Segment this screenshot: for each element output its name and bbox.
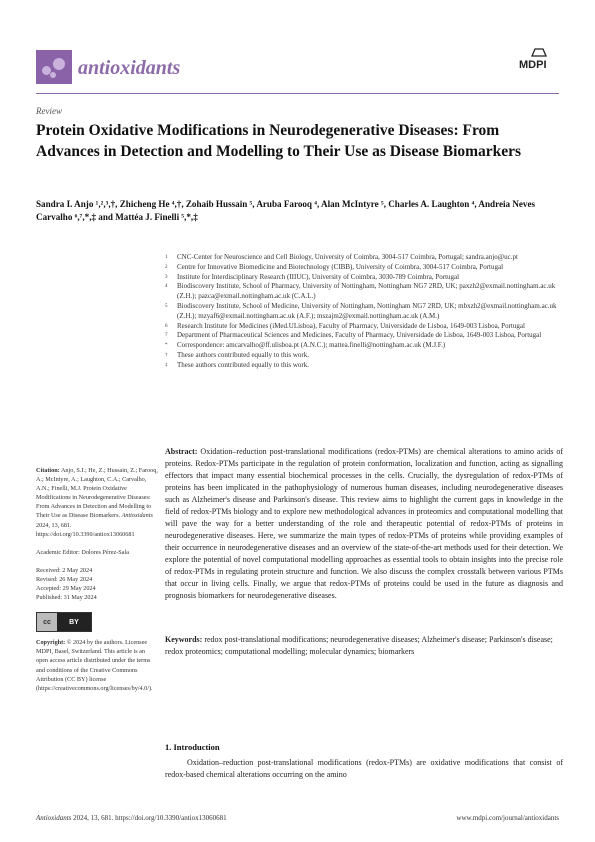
footer-citation (36, 814, 227, 822)
affiliation-text: Centre for Innovative Biomedicine and Biotechnology (CIBB), University of Coimbra, 3004-517 Coimbra, Portugal (177, 262, 504, 271)
abstract-text: Oxidation–reduction post-translational modifications (redox-PTMs) are chemical alterations to amino acids of proteins. Redox-PTMs participate in the regulation of protein conformation, localization and function, acting as signalling effectors that impact many essential biochemical processes in the cells. Crucially, the dysregulation of redox-PTMs of proteins has been implicated in the pathophysiology of numerous human diseases, including neurodegenerative diseases such as Alzheimer's disease and Parkinson's disease. This review aims to highlight the current gaps in knowledge in the field of redox-PTMs biology and to explore new methodological advances in proteomics and computational modelling that will pave the way for a better understanding of the role and therapeutic potential of redox-PTMs of proteins in neurodegenerative diseases. Here, we summarize the main types of redox-PTMs of proteins while providing examples of their occurrence in neurodegenerative diseases and an overview of the state-of-the-art methods used for their detection. We explore the potential of novel computational modelling approaches as essential tools to obtain insights into the precise role of redox-PTMs in regulating protein structure and function. We also discuss the complex crosstalk between various PTMs that occur in living cells. Finally, we argue that redox-PTMs of proteins could be used in the future as diagnosis and prognosis biomarkers for neurodegenerative diseases. (165, 447, 563, 600)
affiliation-text: CNC-Center for Neuroscience and Cell Biology, University of Coimbra, 3004-517 Coimbra, Portugal; sandra.anjo@uc.pt (177, 253, 518, 261)
header-divider (36, 93, 559, 94)
affiliation-marker: 6 (165, 323, 168, 329)
affiliation-item (165, 263, 565, 273)
keywords-text: redox post-translational modifications; neurodegenerative diseases; Alzheimer's disease; Parkinson's disease; redox proteomics; computational modelling; molecular dynamics; biomarkers (165, 635, 553, 656)
affiliation-text: Correspondence: amcarvalho@ff.ulisboa.pt (A.N.C.); mattea.finelli@nottingham.ac.uk (M.J.F.) (177, 341, 446, 350)
affiliation-item (165, 351, 565, 361)
footer-doi-link[interactable]: 2024, 13, 681. https://doi.org/10.3390/antiox13060681 (73, 814, 227, 822)
affiliation-text: Department of Pharmaceutical Sciences and Medicines, Faculty of Pharmacy, Universidade de Lisboa, 1649-003 Lisboa, Portugal (177, 331, 542, 340)
affiliation-marker: 5 (165, 303, 168, 309)
footer-journal-url[interactable]: www.mdpi.com/journal/antioxidants (456, 814, 559, 822)
affiliation-item (165, 322, 565, 332)
affiliation-marker: 1 (165, 255, 168, 260)
affiliation-marker: ‡ (165, 362, 168, 368)
article-sidebar (36, 466, 158, 702)
dates-block (36, 566, 158, 602)
affiliation-item (165, 282, 565, 302)
affiliation-text: These authors contributed equally to this work. (177, 350, 309, 359)
intro-text: Oxidation–reduction post-translational modifications (redox-PTMs) are oxidative modifications that consist of redox-based chemical alterations occurring on the amino (165, 758, 563, 779)
citation-doi-link[interactable]: 2024, 13, 681. https://doi.org/10.3390/antiox13060681 (36, 521, 135, 538)
cc-icon: cc (37, 613, 57, 631)
affiliation-list (165, 253, 565, 371)
journal-logo-icon (36, 50, 72, 84)
publisher-logo (519, 56, 559, 78)
affiliation-item (165, 361, 565, 371)
hexagon-icon (530, 47, 548, 57)
article-title: Protein Oxidative Modifications in Neurodegenerative Diseases: From Advances in Detection and Modelling to Their Use as Disease Biomarkers (36, 122, 522, 160)
affiliation-marker: 2 (165, 264, 168, 270)
abstract-label: Abstract: (165, 447, 198, 456)
footer-journal: Antioxidants (36, 814, 72, 822)
copyright-text: © 2024 by the authors. Licensee MDPI, Basel, Switzerland. This article is an open access article distributed under the terms and conditions of the Creative Commons Attribution (CC BY) license (https://creativecommons.org/licenses/by/4.0/). (36, 639, 153, 692)
received-date: Received: 2 May 2024 (36, 566, 93, 574)
copyright-label: Copyright: (36, 639, 66, 647)
copyright-block (36, 638, 158, 693)
section-heading: 1. Introduction (165, 742, 220, 752)
affiliation-item (165, 253, 565, 263)
affiliation-marker: † (165, 352, 168, 358)
page-footer (36, 814, 559, 822)
citation-text: Anjo, S.I.; He, Z.; Hussain, Z.; Farooq, A.; McIntyre, A.; Laughton, C.A.; Carvalho, A.N.; Finelli, M.J. Protein Oxidative Modifications in Neurodegenerative Diseases: From Advances in Detection and Modelling to Their Use as Disease Biomarkers. (36, 467, 158, 520)
academic-editor: Academic Editor: Dolores Pérez-Sala (36, 548, 129, 556)
citation-block (36, 466, 158, 539)
affiliation-marker: 4 (165, 284, 168, 290)
affiliation-item (165, 302, 565, 322)
journal-name: antioxidants (78, 57, 181, 79)
affiliation-text: Biodiscovery Institute, School of Pharmacy, University of Nottingham, Nottingham NG7 2RD, UK; paxzh2@exmail.nottingham.ac.uk (Z.H.); pazca@exmail.nottingham.ac.uk (C.A.L.) (177, 282, 556, 301)
author-list: Sandra I. Anjo ¹,²,³,†, Zhicheng He ⁴,†, Zohaib Hussain ⁵, Aruba Farooq ⁴, Alan McIntyre ⁵, Charles A. Laughton ⁴, Andreia Neves Carvalho ⁶,⁷,*,‡ and Mattéa J. Finelli ⁵,*,‡ (36, 199, 536, 222)
affiliation-text: These authors contributed equally to this work. (177, 360, 309, 369)
by-icon: BY (57, 613, 91, 631)
cc-by-license-icon[interactable] (36, 612, 92, 632)
affiliation-text: Biodiscovery Institute, School of Medicine, University of Nottingham, Nottingham NG7 2RD, UK; mbxzh2@exmail.nottingham.ac.uk (Z.H.); mzyaf6@exmail.nottingham.ac.uk (A.F.); mszajm2@exmail.nottingham.ac.uk (A.M.) (177, 301, 557, 320)
abstract (165, 446, 563, 602)
affiliation-text: Institute for Interdisciplinary Research (IIIUC), University of Coimbra, 3030-789 Coimbra, Portugal (177, 272, 460, 281)
published-date: Published: 31 May 2024 (36, 594, 97, 602)
citation-label: Citation: (36, 467, 60, 474)
publisher-name: MDPI (519, 59, 547, 71)
keywords-label: Keywords: (165, 635, 203, 644)
keywords (165, 634, 563, 658)
affiliation-text: Research Institute for Medicines (iMed.ULisboa), Faculty of Pharmacy, Universidade de Lisboa, 1649-003 Lisboa, Portugal (177, 321, 525, 330)
intro-paragraph (165, 757, 563, 781)
affiliation-item (165, 273, 565, 283)
article-type: Review (36, 106, 62, 116)
revised-date: Revised: 26 May 2024 (36, 575, 93, 583)
affiliation-item (165, 341, 565, 351)
citation-journal: Antioxidants (121, 512, 153, 520)
affiliation-marker: 7 (165, 333, 168, 339)
affiliation-marker: * (165, 343, 168, 349)
affiliation-marker: 3 (165, 274, 168, 280)
affiliation-item (165, 331, 565, 341)
accepted-date: Accepted: 29 May 2024 (36, 585, 96, 593)
